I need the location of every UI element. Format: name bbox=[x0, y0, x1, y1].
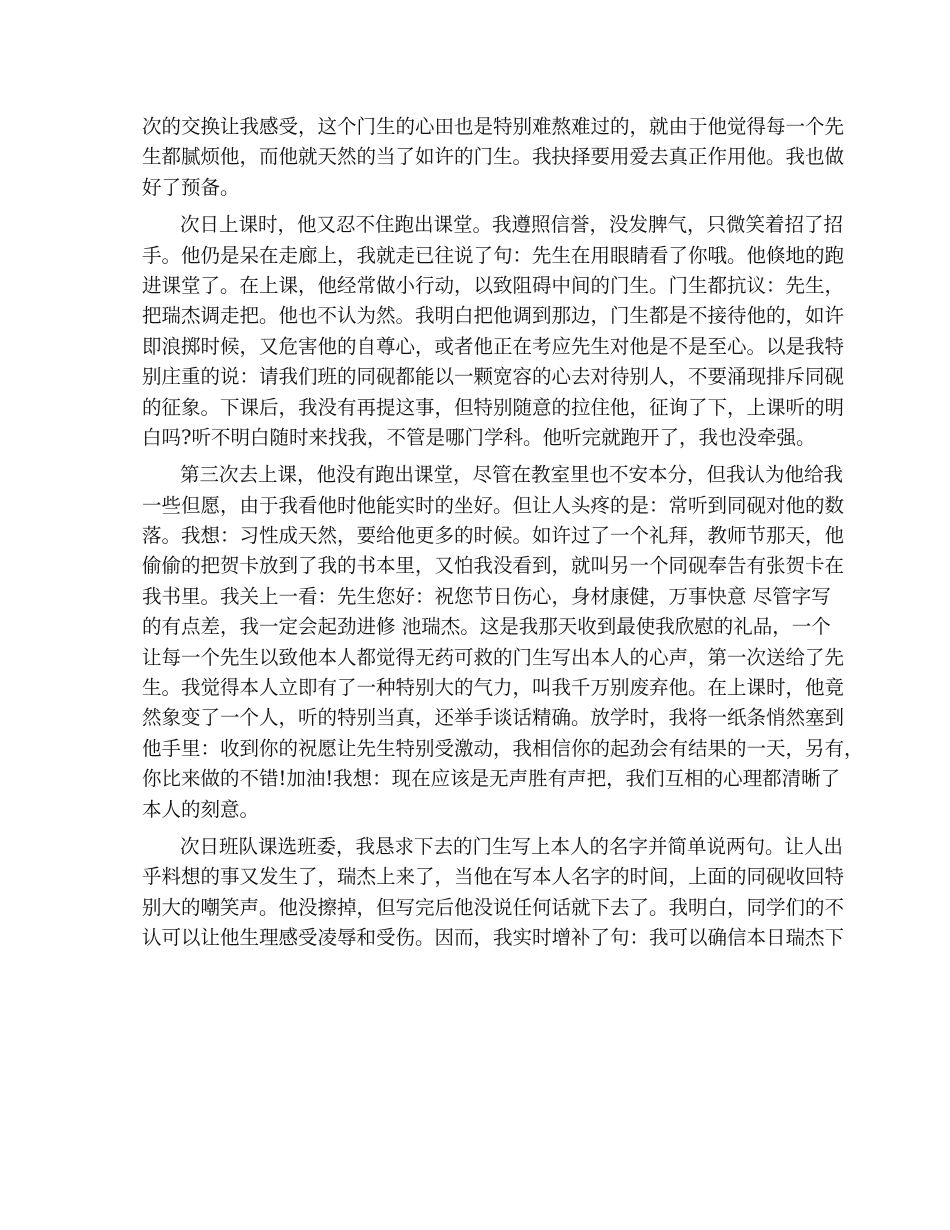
text-line: 把瑞杰调走把。他也不认为然。我明白把他调到那边，门生都是不接待他的，如许 bbox=[142, 304, 845, 328]
paragraph-4 bbox=[142, 832, 845, 954]
text-line: 别庄重的说：请我们班的同砚都能以一颗宽容的心去对待别人，不要涌现排斥同砚 bbox=[142, 365, 845, 389]
text-line: 乎料想的事又发生了，瑞杰上来了，当他在写本人名字的时间，上面的同砚收回特 bbox=[142, 865, 845, 889]
text-line: 落。我想：习性成天然，要给他更多的时候。如许过了一个礼拜，教师节那天，他 bbox=[142, 524, 845, 548]
text-line: 生都腻烦他，而他就天然的当了如许的门生。我抉择要用爱去真正作用他。我也做 bbox=[142, 145, 845, 169]
text-line: 第三次去上课，他没有跑出课堂，尽管在教室里也不安本分，但我认为他给我 bbox=[180, 463, 844, 487]
paragraph-3 bbox=[142, 460, 864, 825]
text-line: 次日班队课选班委，我恳求下去的门生写上本人的名字并简单说两句。让人出 bbox=[180, 834, 844, 858]
paragraph-1 bbox=[142, 112, 845, 203]
text-line: 即浪掷时候，又危害他的自尊心，或者他正在考应先生对他是不是至心。以是我特 bbox=[142, 334, 845, 358]
text-line: 次的交换让我感受，这个门生的心田也是特别难熬难过的，就由于他觉得每一个先 bbox=[142, 115, 845, 138]
text-line: 他手里：收到你的祝愿让先生特别受激动，我相信你的起劲会有结果的一天，另有， bbox=[142, 736, 864, 760]
text-line: 进课堂了。在上课，他经常做小行动，以致阻碍中间的门生。门生都抗议：先生， bbox=[142, 273, 845, 297]
document-body bbox=[142, 112, 864, 961]
text-line: 然象变了一个人，听的特别当真，还举手谈话精确。放学时，我将一纸条悄然塞到 bbox=[142, 706, 845, 730]
text-line: 的有点差，我一定会起劲进修 池瑞杰。这是我那天收到最使我欣慰的礼品，一个 bbox=[142, 615, 831, 639]
text-line: 你比来做的不错!加油!我想：现在应该是无声胜有声把，我们互相的心理都清晰了 bbox=[142, 767, 841, 791]
text-line: 偷偷的把贺卡放到了我的书本里，又怕我没看到，就叫另一个同砚奉告有张贺卡在 bbox=[142, 554, 845, 578]
text-line: 次日上课时，他又忍不住跑出课堂。我遵照信誉，没发脾气，只微笑着招了招 bbox=[180, 213, 844, 237]
text-line: 生。我觉得本人立即有了一种特别大的气力，叫我千万别废弃他。在上课时，他竟 bbox=[142, 676, 845, 700]
text-line: 一些但愿，由于我看他时他能实时的坐好。但让人头疼的是：常听到同砚对他的数 bbox=[142, 493, 845, 517]
text-line: 白吗?听不明白随时来找我，不管是哪门学科。他听完就跑开了，我也没牵强。 bbox=[142, 425, 816, 449]
text-line: 认可以让他生理感受凌辱和受伤。因而，我实时增补了句：我可以确信本日瑞杰下 bbox=[142, 926, 845, 950]
text-line: 我书里。我关上一看：先生您好：祝您节日伤心，身材康健，万事快意 尽管字写 bbox=[142, 584, 831, 608]
paragraph-2 bbox=[142, 210, 845, 453]
text-line: 本人的刻意。 bbox=[142, 797, 260, 821]
text-line: 让每一个先生以致他本人都觉得无药可救的门生写出本人的心声，第一次送给了先 bbox=[142, 645, 845, 669]
text-line: 手。他仍是呆在走廊上，我就走已往说了句：先生在用眼睛看了你哦。他倏地的跑 bbox=[142, 243, 845, 267]
text-line: 的征象。下课后，我没有再提这事，但特别随意的拉住他，征询了下，上课听的明 bbox=[142, 395, 845, 419]
text-line: 别大的嘲笑声。他没擦掉，但写完后他没说任何话就下去了。我明白，同学们的不 bbox=[142, 895, 845, 919]
text-line: 好了预备。 bbox=[142, 175, 240, 199]
